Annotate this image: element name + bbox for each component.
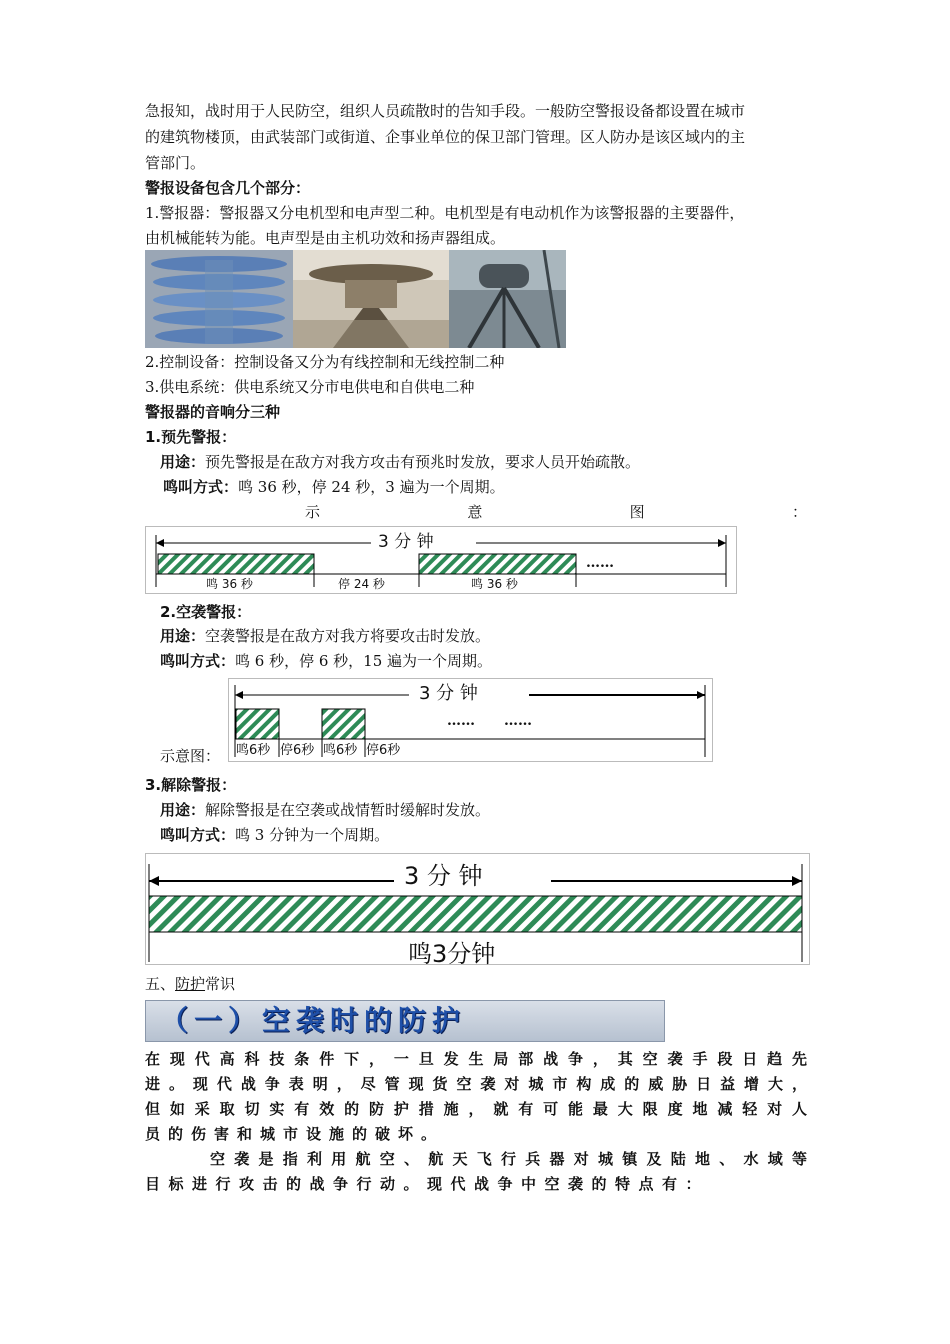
equipment-item-1-line-2: 由机械能转为能。电声型是由主机功效和扬声器组成。 [145, 229, 506, 247]
airraid-diagram [228, 678, 713, 762]
intro-line-2: 的建筑物楼顶，由武装部门或街道、企事业单位的保卫部门管理。区人防办是该区域内的主 [145, 128, 746, 146]
sounds-heading: 警报器的音响分三种 [145, 403, 281, 421]
section-link[interactable]: 防护 [175, 975, 206, 993]
airraid-mode-label: 鸣叫方式： [160, 652, 236, 670]
equipment-item-2: 2.控制设备：控制设备又分为有线控制和无线控制二种 [145, 353, 505, 371]
off-label: 停 24 秒 [338, 577, 385, 591]
airraid-mode-text: 鸣 6 秒，停 6 秒，15 遍为一个周期。 [235, 652, 493, 670]
equipment-item-3: 3.供电系统：供电系统又分市电供电和自供电二种 [145, 378, 475, 396]
release-use [160, 799, 490, 821]
siren-photo-stacked [145, 250, 293, 348]
preliminary-mode-label: 鸣叫方式： [163, 478, 239, 496]
on-label: 鸣 36 秒 [206, 577, 253, 591]
paragraph-1-line-4: 员的伤害和城市设施的破坏。 [145, 1125, 445, 1143]
release-title: 3.解除警报： [145, 776, 237, 794]
continuation-dots: …… [504, 713, 532, 729]
paragraph-2-line-1: 空袭是指利用航空、航天飞行兵器对城镇及陆地、水域等 [210, 1150, 807, 1168]
span-label: 3 分 钟 [378, 532, 434, 552]
on-label: 鸣3分钟 [408, 940, 496, 968]
on-label: 鸣6秒 [323, 743, 358, 758]
preliminary-diagram [145, 526, 737, 594]
continuation-dots: …… [586, 555, 614, 571]
section-suffix: 常识 [205, 975, 236, 993]
release-mode [160, 824, 389, 846]
banner-text: （一）空袭时的防护 [160, 1004, 467, 1037]
airraid-use-text: 空袭警报是在敌方对我方将要攻击时发放。 [205, 627, 491, 645]
siren-photo-tower [449, 250, 566, 348]
preliminary-diagram-title [145, 501, 807, 523]
protection-banner [145, 1000, 665, 1042]
diagram-title-char: 图 [629, 503, 645, 521]
airraid-use-label: 用途： [160, 627, 206, 645]
paragraph-2-line-2: 目标进行攻击的战争行动。现代战争中空袭的特点有： [145, 1175, 710, 1193]
paragraph-1-line-1: 在现代高科技条件下，一旦发生局部战争，其空袭手段日趋先 [145, 1050, 807, 1068]
release-diagram [145, 853, 810, 968]
section-prefix: 五、 [145, 975, 176, 993]
release-mode-label: 鸣叫方式： [160, 826, 236, 844]
airraid-diagram-label: 示意图： [160, 747, 221, 765]
diagram-title-char: 意 [467, 503, 483, 521]
span-label: 3 分 钟 [419, 683, 478, 704]
preliminary-title: 1.预先警报： [145, 428, 237, 446]
paragraph-1-line-3: 但如采取切实有效的防护措施，就有可能最大限度地减轻对人 [145, 1100, 807, 1118]
preliminary-mode [163, 476, 505, 498]
preliminary-use [160, 451, 640, 473]
intro-line-3: 管部门。 [145, 154, 206, 172]
continuation-dots: …… [447, 713, 475, 729]
airraid-mode [160, 650, 492, 672]
paragraph-1-line-2: 进。现代战争表明，尽管现货空袭对城市构成的威胁日益增大， [145, 1075, 807, 1093]
release-mode-text: 鸣 3 分钟为一个周期。 [235, 826, 390, 844]
off-label: 停6秒 [366, 743, 401, 758]
preliminary-use-text: 预先警报是在敌方对我方攻击有预兆时发放，要求人员开始疏散。 [205, 453, 641, 471]
siren-photo-rooftop [293, 250, 449, 348]
off-label: 停6秒 [280, 743, 315, 758]
equipment-item-1-line-1: 1.警报器：警报器又分电机型和电声型二种。电机型是有电动机作为该警报器的主要器件， [145, 204, 745, 222]
equipment-heading: 警报设备包含几个部分： [145, 179, 311, 197]
preliminary-use-label: 用途： [160, 453, 206, 471]
diagram-title-char: ： [791, 503, 807, 521]
section-heading [145, 973, 235, 995]
release-use-text: 解除警报是在空袭或战情暂时缓解时发放。 [205, 801, 491, 819]
on-label: 鸣6秒 [236, 743, 271, 758]
on-label: 鸣 36 秒 [471, 577, 518, 591]
intro-line-1: 急报知，战时用于人民防空，组织人员疏散时的告知手段。一般防空警报设备都设置在城市 [145, 102, 746, 120]
span-label: 3 分 钟 [404, 862, 483, 890]
diagram-title-char: 示 [305, 503, 321, 521]
release-use-label: 用途： [160, 801, 206, 819]
airraid-use [160, 625, 490, 647]
airraid-title: 2.空袭警报： [160, 603, 252, 621]
preliminary-mode-text: 鸣 36 秒，停 24 秒，3 遍为一个周期。 [238, 478, 505, 496]
